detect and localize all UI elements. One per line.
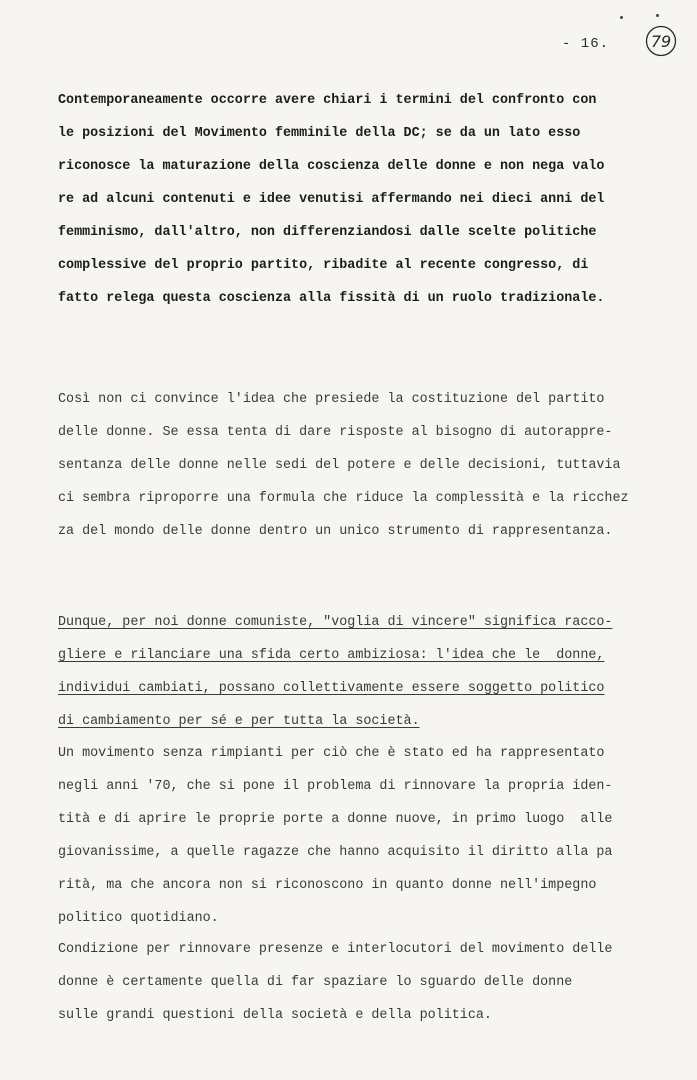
text-line: ci sembra riproporre una formula che riduce la complessità e la ricchez	[58, 491, 629, 506]
text-line: Un movimento senza rimpianti per ciò che è stato ed ha rappresentato	[58, 746, 605, 761]
archive-stamp-icon	[644, 24, 678, 58]
text-line: politico quotidiano.	[58, 911, 219, 926]
text-line: giovanissime, a quelle ragazze che hanno acquisito il diritto alla pa	[58, 845, 613, 860]
paragraph-condition	[58, 933, 648, 1032]
paragraph-women-party	[58, 383, 648, 548]
text-line: Dunque, per noi donne comuniste, "voglia di vincere" significa racco-	[58, 615, 613, 630]
text-line: complessive del proprio partito, ribadite al recente congresso, di	[58, 258, 589, 273]
text-line: Così non ci convince l'idea che presiede la costituzione del partito	[58, 392, 605, 407]
text-line: sulle grandi questioni della società e della politica.	[58, 1008, 492, 1023]
text-line: femminismo, dall'altro, non differenziandosi dalle scelte politiche	[58, 225, 597, 240]
paragraph-movement	[58, 737, 648, 935]
archive-stamp-number: 79	[650, 32, 672, 51]
paper-speck	[620, 16, 623, 19]
text-line: re ad alcuni contenuti e idee venutisi affermando nei dieci anni del	[58, 192, 605, 207]
page-number: - 16.	[562, 36, 610, 52]
text-line: riconosce la maturazione della coscienza delle donne e non nega valo	[58, 159, 605, 174]
text-line: donne è certamente quella di far spaziare lo sguardo delle donne	[58, 975, 573, 990]
text-line: sentanza delle donne nelle sedi del potere e delle decisioni, tuttavia	[58, 458, 621, 473]
text-line: negli anni '70, che si pone il problema di rinnovare la propria iden-	[58, 779, 613, 794]
text-line: gliere e rilanciare una sfida certo ambiziosa: l'idea che le donne,	[58, 648, 605, 663]
text-line: za del mondo delle donne dentro un unico strumento di rappresentanza.	[58, 524, 613, 539]
paragraph-dc-comparison	[58, 84, 648, 315]
text-line: di cambiamento per sé e per tutta la società.	[58, 714, 420, 729]
text-line: individui cambiati, possano collettivamente essere soggetto politico	[58, 681, 605, 696]
paper-speck	[656, 14, 659, 17]
text-line: rità, ma che ancora non si riconoscono in quanto donne nell'impegno	[58, 878, 597, 893]
text-line: fatto relega questa coscienza alla fissità di un ruolo tradizionale.	[58, 291, 605, 306]
text-line: Contemporaneamente occorre avere chiari i termini del confronto con	[58, 93, 597, 108]
paragraph-voglia-di-vincere	[58, 606, 648, 738]
text-line: Condizione per rinnovare presenze e interlocutori del movimento delle	[58, 942, 613, 957]
text-line: tità e di aprire le proprie porte a donne nuove, in primo luogo alle	[58, 812, 613, 827]
text-line: delle donne. Se essa tenta di dare risposte al bisogno di autorappre-	[58, 425, 613, 440]
text-line: le posizioni del Movimento femminile della DC; se da un lato esso	[58, 126, 581, 141]
